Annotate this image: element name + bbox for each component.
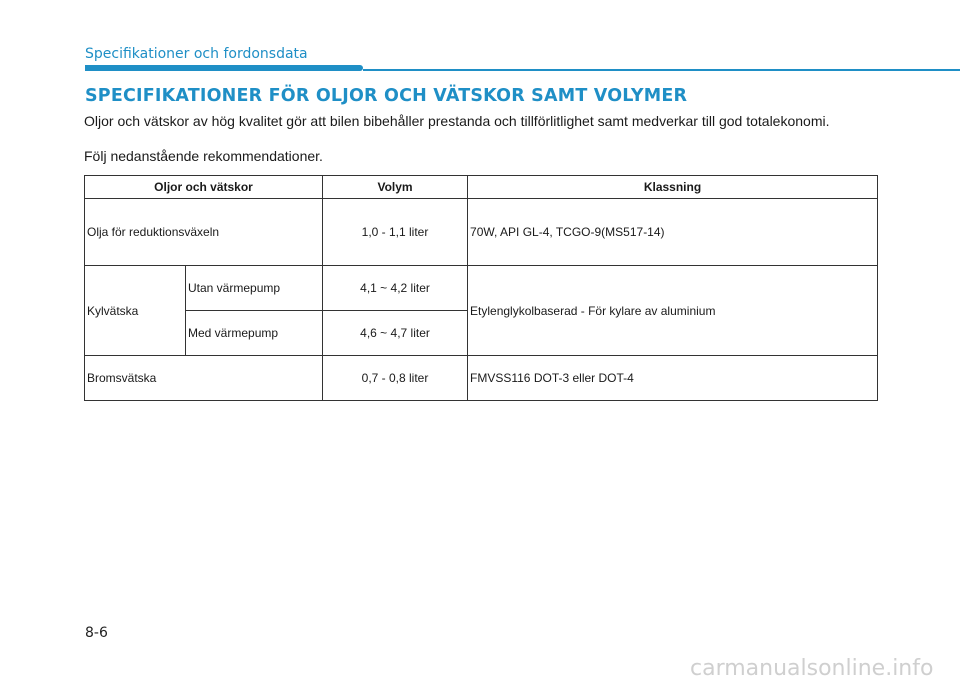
cell-volume: 4,6 ~ 4,7 liter (323, 311, 468, 356)
cell-rating: FMVSS116 DOT-3 eller DOT-4 (468, 356, 878, 401)
cell-sub-label: Med värmepump (186, 311, 323, 356)
header-rating: Klassning (468, 176, 878, 199)
page-title: SPECIFIKATIONER FÖR OLJOR OCH VÄTSKOR SAMT VOLYMER (85, 86, 688, 106)
cell-volume: 4,1 ~ 4,2 liter (323, 266, 468, 311)
header-rule-thick (85, 65, 363, 71)
header-rule-thin (363, 69, 960, 71)
cell-fluid-name: Bromsvätska (85, 356, 323, 401)
page-number: 8-6 (85, 625, 108, 641)
cell-volume: 1,0 - 1,1 liter (323, 199, 468, 266)
table-row (85, 199, 878, 266)
advice-paragraph: Följ nedanstående rekommendationer. (84, 148, 323, 164)
fluids-spec-table (84, 175, 878, 401)
header-volume: Volym (323, 176, 468, 199)
section-label: Specifikationer och fordonsdata (85, 46, 308, 62)
cell-sub-label: Utan värmepump (186, 266, 323, 311)
watermark: carmanualsonline.info (690, 656, 934, 681)
cell-volume: 0,7 - 0,8 liter (323, 356, 468, 401)
table-header-row (85, 176, 878, 199)
cell-rating: Etylenglykolbaserad - För kylare av aluminium (468, 266, 878, 356)
header-fluids: Oljor och vätskor (85, 176, 323, 199)
table-row (85, 266, 878, 311)
table-row (85, 356, 878, 401)
cell-fluid-name: Olja för reduktionsväxeln (85, 199, 323, 266)
cell-fluid-name: Kylvätska (85, 266, 186, 356)
cell-rating: 70W, API GL-4, TCGO-9(MS517-14) (468, 199, 878, 266)
intro-paragraph: Oljor och vätskor av hög kvalitet gör att bilen bibehåller prestanda och tillförlitlighet samt medverkar till god totalekonomi. (84, 113, 830, 129)
